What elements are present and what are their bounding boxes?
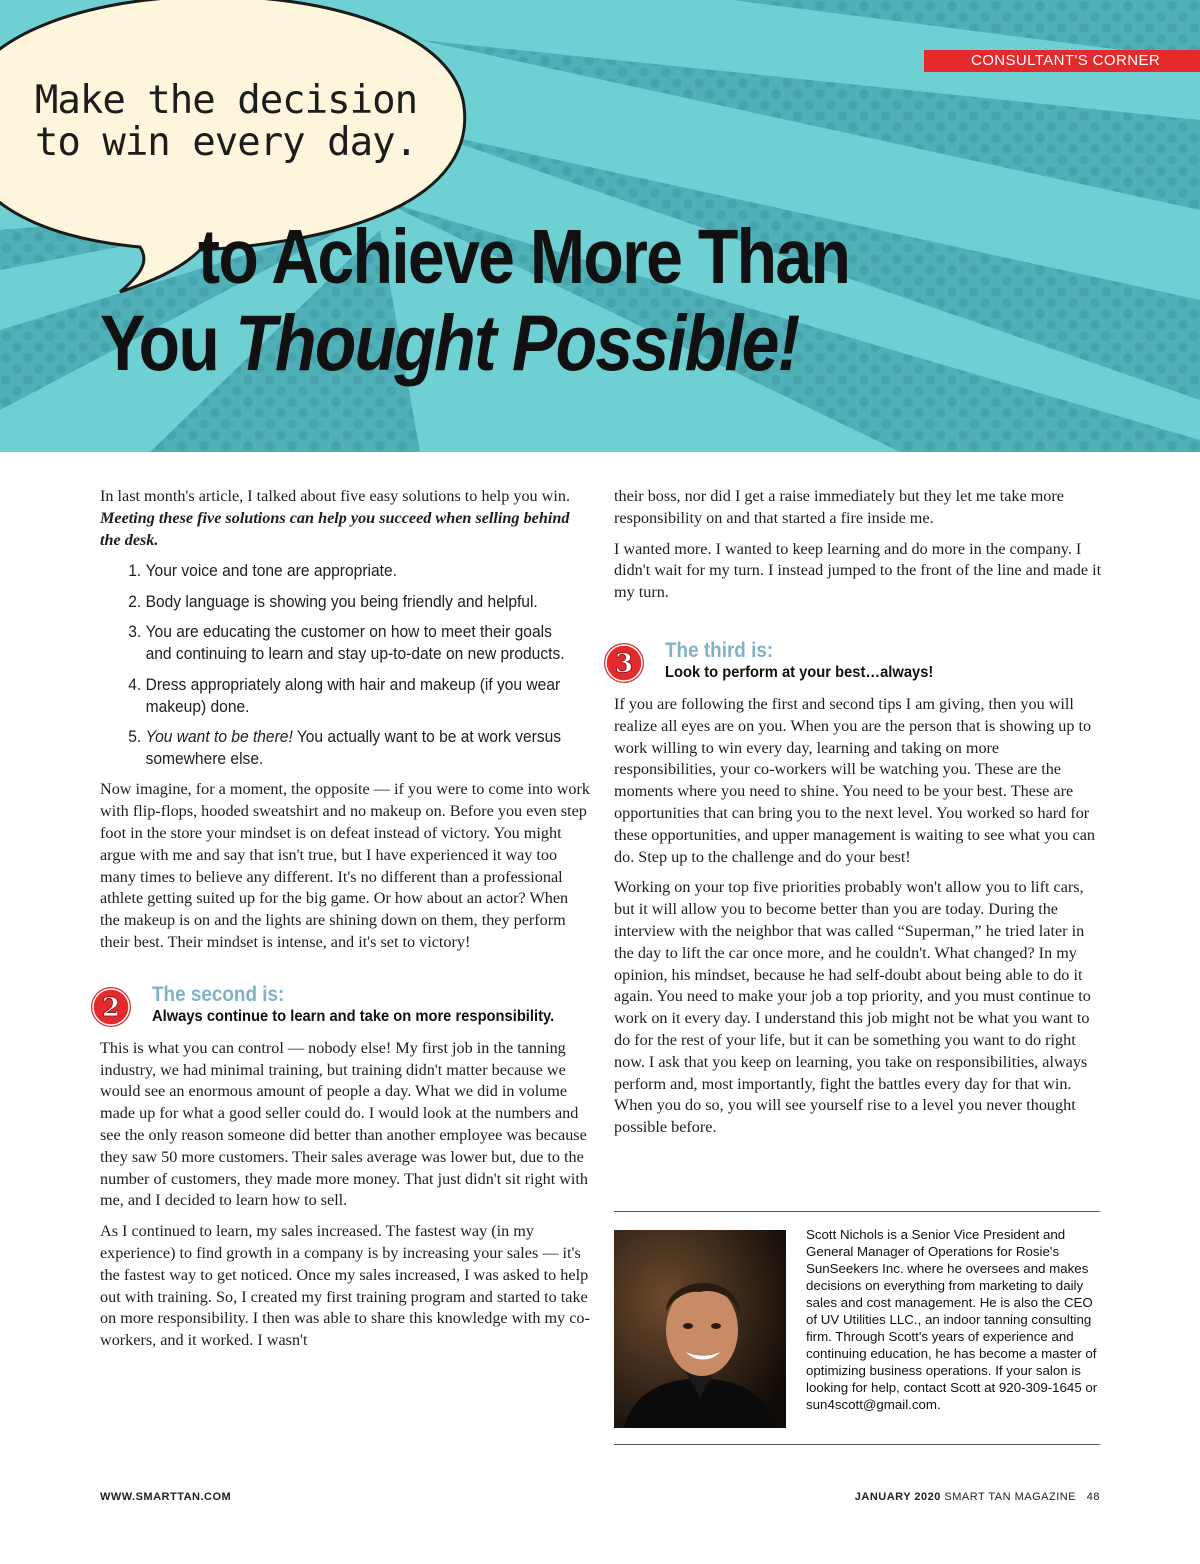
author-portrait-image xyxy=(614,1230,786,1428)
list-item: 2. Body language is showing you being friendly and helpful. xyxy=(146,591,566,613)
section-2-paragraph-4: I wanted more. I wanted to keep learning and do more in the company. I didn't wait for my turn. I instead jumped to the front of the line and made it my turn. xyxy=(614,539,1102,602)
section-2-paragraph-3: their boss, nor did I get a raise immediately but they let me take more responsibility on and that started a fire inside me. xyxy=(614,487,1064,527)
list-item: 4. Dress appropriately along with hair and makeup (if you wear makeup) done. xyxy=(146,674,566,718)
intro-text: In last month's article, I talked about five easy solutions to help you win. xyxy=(100,487,571,505)
section-2-paragraph-1: This is what you can control — nobody else! My first job in the tanning industry, we had minimal training, but training didn't matter because we would see an enormous amount of people a day. What we did in volume made up for what a good seller could do. I would look at the numbers and see the only reason someone did better than another employee was because they saw 50 more customers. Their sales average was lower but, due to the number of customers, they made more money. That just didn't sit right with me, and I decided to learn how to sell. xyxy=(100,1038,589,1210)
footer-issue-date: JANUARY 2020 xyxy=(854,1491,941,1503)
headline-line-1: to Achieve More Than xyxy=(198,214,850,300)
section-2-paragraph-2: As I continued to learn, my sales increased. The fastest way (in my experience) to find growth in a company is by increasing your sales — it's the fastest way to get noticed. Once my sales increased, I was asked to help out with training. So, I created my first training program and started to take on more responsibility. I then was able to share this knowledge with my co-workers, and it worked. I wasn't xyxy=(100,1222,590,1350)
list-item-text: You actually want to be at work versus somewhere else. xyxy=(145,728,562,769)
bio-bottom-rule xyxy=(614,1444,1100,1445)
header-banner xyxy=(0,0,1200,452)
section-3-paragraph-2: Working on your top five priorities probably won't allow you to lift cars, but it will allow you to become better than you are today. During the interview with the neighbor that was called “Superman,” he tried later in the day to lift the car once more, and he couldn't. What changed? In my opinion, his mindset, because he had self-doubt about being able to do it again. You need to make your job a top priority, and you must continue to work on it every day. I understand this job might not be what you want to do for the rest of your life, but it can be something you want to do right now. I ask that you keep on learning, you take on responsibilities, always perform and, most importantly, fight the battles every day for that win. When you do so, you will see yourself rise to a level you never thought possible before. xyxy=(614,878,1091,1137)
five-solutions-list xyxy=(100,560,566,770)
section-2-number: 2 xyxy=(101,992,121,1023)
section-3-paragraph-1: If you are following the first and second tips I am giving, then you will realize all eyes are on you. When you are the person that is showing up to work willing to win every day, learning and taking on more responsibilities, your co-workers will be watching you. These are the moments where you need to shine. You need to be your best. These are opportunities that can bring you to the next level. You worked so hard for these opportunities, and upper management is waiting to see what you can do. Step up to the challenge and do your best! xyxy=(614,694,1096,866)
footer-issue-info xyxy=(855,1491,1100,1503)
paragraph-imagine: Now imagine, for a moment, the opposite — if you were to come into work with flip-flops, hooded sweatshirt and no makeup on. Before you even step foot in the store your mindset is on defeat instead of victory. You might argue with me and say that isn't true, but I have experienced it way too many times to believe any different. It's no different than a professional athlete getting suited up for the big game. Or how about an actor? When the makeup is on and the lights are shining down on them, they perform their best. Their mindset is intense, and it's set to victory! xyxy=(100,780,591,951)
bubble-line-2: to win every day. xyxy=(34,120,418,165)
section-2-heading xyxy=(100,982,590,1030)
footer-website: WWW.SMARTTAN.COM xyxy=(100,1491,232,1503)
bio-top-rule xyxy=(614,1211,1100,1212)
headline-italic: Thought Possible! xyxy=(235,298,799,387)
section-tag: CONSULTANT'S CORNER xyxy=(924,50,1200,72)
author-photo xyxy=(614,1230,786,1428)
list-item: 1. Your voice and tone are appropriate. xyxy=(146,560,566,582)
list-item-italic: You want to be there! xyxy=(145,728,293,747)
author-bio: Scott Nichols is a Senior Vice President and General Manager of Operations for Rosie's SunSeekers Inc. where he oversees and makes decisions on everything from marketing to daily sales and cost management. He is also the CEO of UV Utilities LLC., an indoor tanning consulting firm. Through Scott's years of experience and continuing education, he has become a master of optimizing business operations. If your salon is looking for help, contact Scott at 920-309-1645 or sun4scott@gmail.com. xyxy=(806,1227,1098,1412)
article-headline xyxy=(0,0,1200,452)
number-3-badge-icon xyxy=(601,640,647,686)
intro-emphasis: Meeting these five solutions can help you succeed when selling behind the desk. xyxy=(100,508,570,549)
section-3-heading xyxy=(614,638,1102,686)
footer-magazine: SMART TAN MAGAZINE xyxy=(940,1491,1077,1503)
section-2-subtitle: Always continue to learn and take on more responsibility. xyxy=(152,1007,555,1025)
intro-paragraph xyxy=(100,486,590,551)
section-2-title: The second is: xyxy=(152,982,285,1006)
section-3-subtitle: Look to perform at your best…always! xyxy=(665,663,934,681)
section-3-number: 3 xyxy=(614,648,634,679)
right-column xyxy=(614,486,1102,1148)
headline-plain: You xyxy=(100,298,236,387)
headline-line-2 xyxy=(100,298,799,388)
list-item: 3. You are educating the customer on how to meet their goals and continuing to learn and stay up-to-date on new products. xyxy=(146,621,566,665)
bubble-line-1: Make the decision xyxy=(34,78,418,123)
number-2-badge-icon xyxy=(88,984,134,1030)
section-3-title: The third is: xyxy=(665,638,774,662)
page-number: 48 xyxy=(1086,1491,1100,1503)
left-column xyxy=(100,486,590,1361)
list-item xyxy=(146,726,566,770)
